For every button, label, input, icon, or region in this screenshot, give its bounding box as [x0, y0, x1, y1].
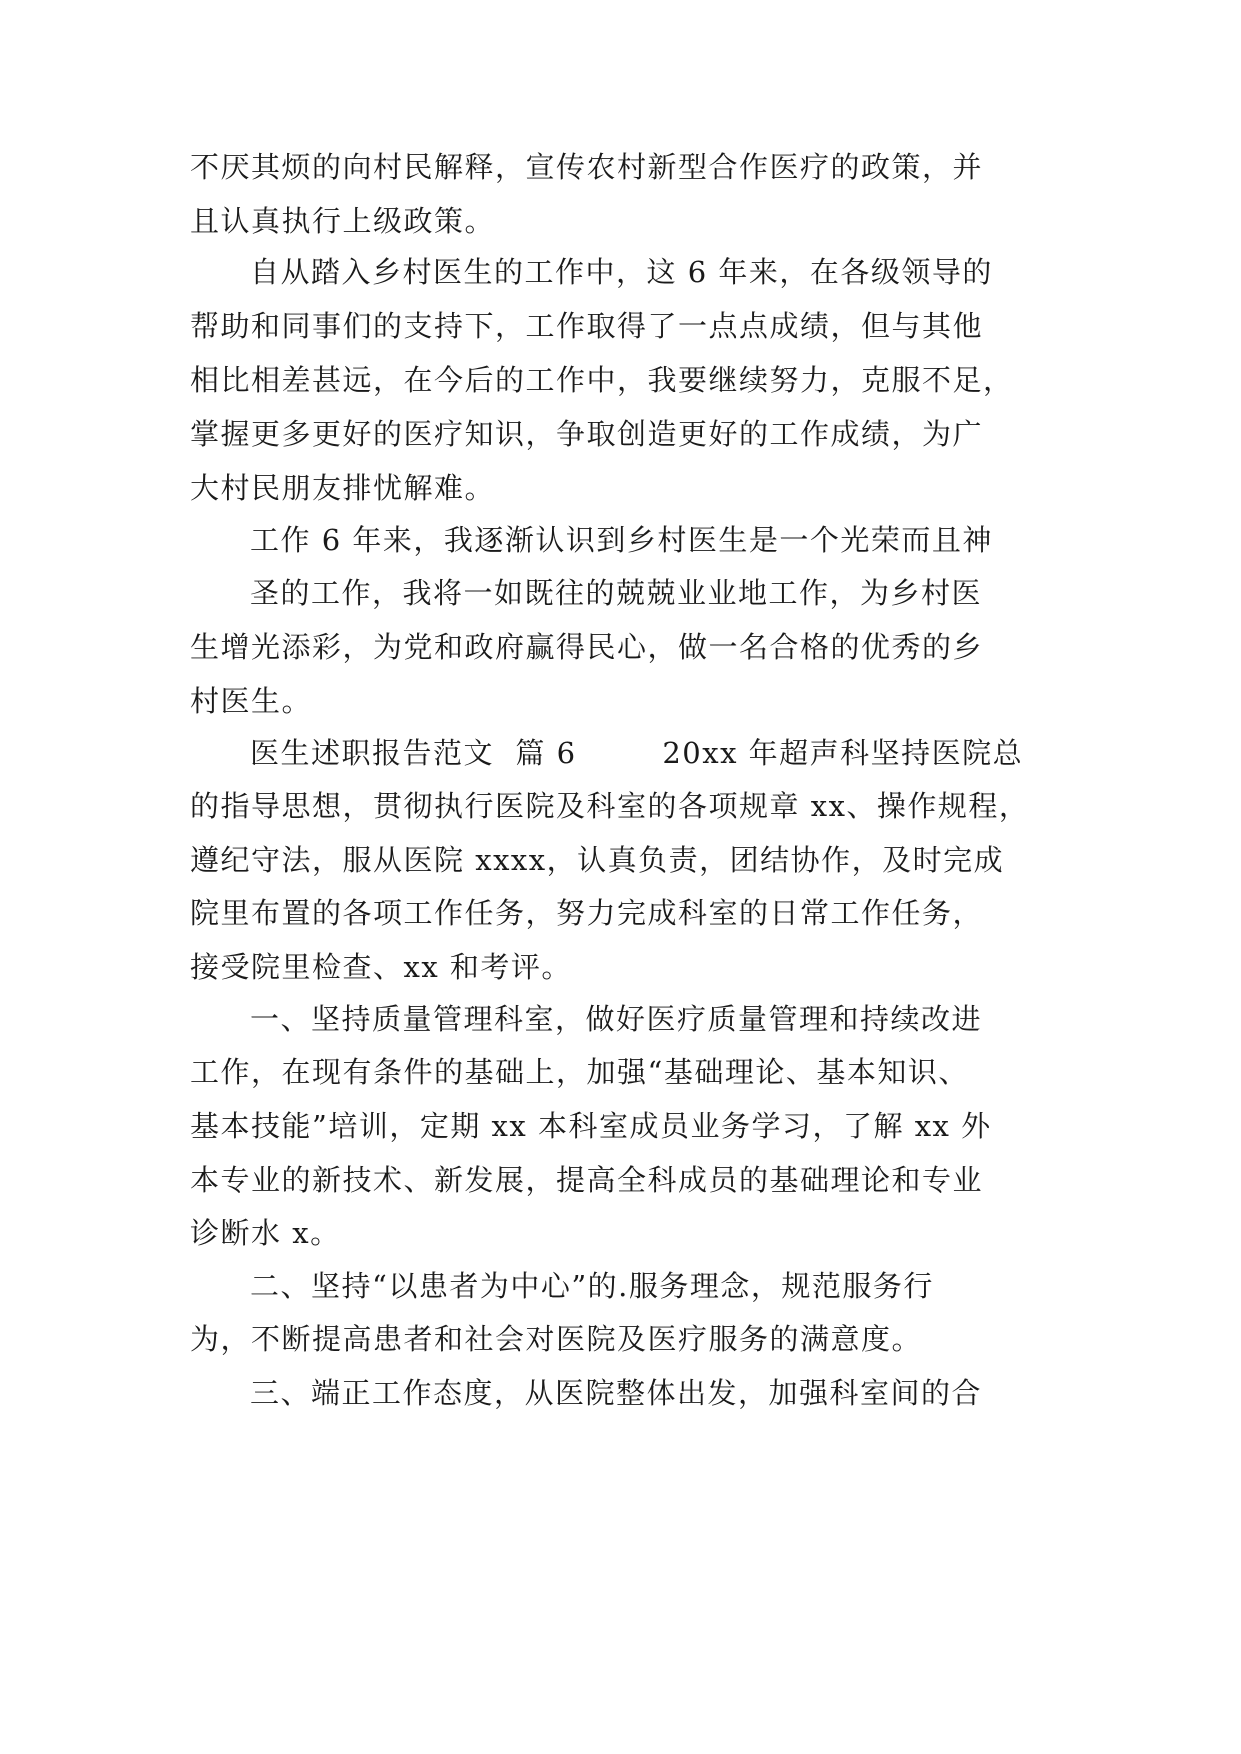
text-line: 诊断水 x。: [190, 1216, 341, 1250]
text-line: 相比相差甚远，在今后的工作中，我要继续努力，克服不足，: [190, 363, 1014, 397]
text-line: 基本技能”培训，定期 xx 本科室成员业务学习，了解 xx 外: [190, 1109, 992, 1143]
text-line: 工作，在现有条件的基础上，加强“基础理论、基本知识、: [190, 1055, 969, 1089]
text-line: 村医生。: [190, 684, 313, 718]
text-line: 医生述职报告范文 篇 6 20xx 年超声科坚持医院总: [250, 736, 1024, 770]
text-line: 三、端正工作态度，从医院整体出发，加强科室间的合: [250, 1376, 983, 1410]
text-line: 的指导思想，贯彻执行医院及科室的各项规章 xx、操作规程，: [190, 789, 1030, 823]
text-line: 院里布置的各项工作任务，努力完成科室的日常工作任务，: [190, 896, 984, 930]
text-line: 不厌其烦的向村民解释，宣传农村新型合作医疗的政策，并: [190, 150, 984, 184]
text-line: 帮助和同事们的支持下，工作取得了一点点成绩，但与其他: [190, 309, 984, 343]
text-line: 圣的工作，我将一如既往的兢兢业业地工作，为乡村医: [250, 576, 983, 610]
text-line: 二、坚持“以患者为中心”的.服务理念，规范服务行: [250, 1269, 934, 1303]
text-line: 为，不断提高患者和社会对医院及医疗服务的满意度。: [190, 1322, 923, 1356]
text-line: 自从踏入乡村医生的工作中，这 6 年来，在各级领导的: [250, 255, 993, 289]
text-line: 本专业的新技术、新发展，提高全科成员的基础理论和专业: [190, 1163, 984, 1197]
text-line: 遵纪守法，服从医院 xxxx，认真负责，团结协作，及时完成: [190, 843, 1005, 877]
text-line: 大村民朋友排忧解难。: [190, 471, 496, 505]
text-line: 一、坚持质量管理科室，做好医疗质量管理和持续改进: [250, 1002, 983, 1036]
text-line: 工作 6 年来，我逐渐认识到乡村医生是一个光荣而且神: [250, 523, 993, 557]
text-line: 生增光添彩，为党和政府赢得民心，做一名合格的优秀的乡: [190, 630, 984, 664]
text-line: 接受院里检查、xx 和考评。: [190, 950, 572, 984]
text-line: 掌握更多更好的医疗知识，争取创造更好的工作成绩，为广: [190, 417, 984, 451]
text-line: 且认真执行上级政策。: [190, 204, 496, 238]
